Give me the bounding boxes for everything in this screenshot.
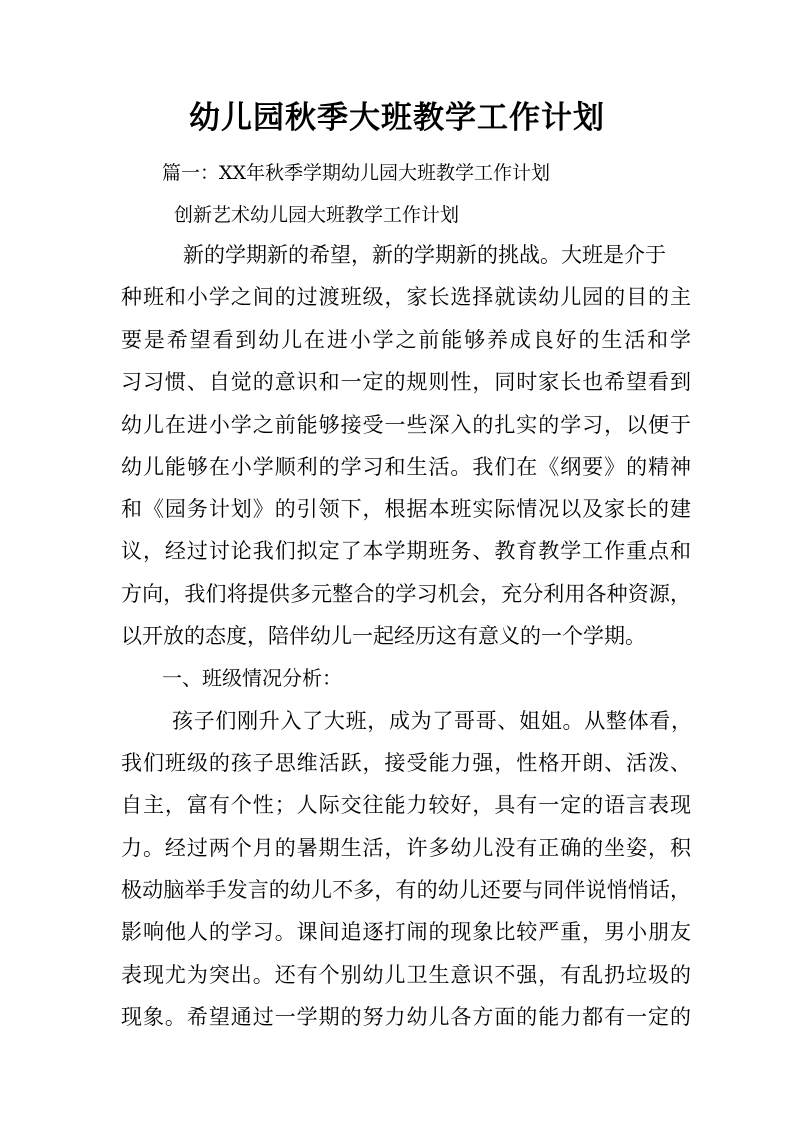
paragraph-1-line-5: 幼儿在进小学之前能够接受一些深入的扎实的学习，以便于: [121, 413, 691, 437]
document-subtitle-2: 创新艺术幼儿园大班教学工作计划: [174, 204, 460, 226]
paragraph-2-line-4: 力。经过两个月的暑期生活，许多幼儿没有正确的坐姿，积: [121, 836, 691, 860]
paragraph-2-line-8: 现象。希望通过一学期的努力幼儿各方面的能力都有一定的: [121, 1005, 691, 1029]
paragraph-1-line-9: 方向，我们将提供多元整合的学习机会，充分利用各种资源，: [121, 582, 691, 606]
document-subtitle: 篇一：XX年秋季学期幼儿园大班教学工作计划: [162, 162, 551, 184]
paragraph-1-line-7: 和《园务计划》的引领下，根据本班实际情况以及家长的建: [121, 497, 691, 521]
paragraph-1-line-6: 幼儿能够在小学顺利的学习和生活。我们在《纲要》的精神: [121, 455, 691, 479]
paragraph-1-line-3: 要是希望看到幼儿在进小学之前能够养成良好的生活和学: [121, 328, 691, 352]
paragraph-2-line-3: 自主，富有个性；人际交往能力较好，具有一定的语言表现: [121, 793, 691, 817]
paragraph-2-line-1: 孩子们刚升入了大班，成为了哥哥、姐姐。从整体看，: [172, 709, 692, 733]
paragraph-1-line-2: 种班和小学之间的过渡班级，家长选择就读幼儿园的目的主: [121, 285, 691, 309]
paragraph-1-line-10: 以开放的态度，陪伴幼儿一起经历这有意义的一个学期。: [121, 624, 646, 648]
paragraph-2-line-2: 我们班级的孩子思维活跃，接受能力强，性格开朗、活泼、: [121, 751, 691, 775]
paragraph-2-line-6: 影响他人的学习。课间追逐打闹的现象比较严重，男小朋友: [121, 920, 691, 944]
section-heading: 一、班级情况分析：: [162, 666, 342, 690]
paragraph-1-line-8: 议，经过讨论我们拟定了本学期班务、教育教学工作重点和: [121, 539, 691, 563]
document-title: 幼儿园秋季大班教学工作计划: [189, 100, 605, 136]
paragraph-2-line-7: 表现尤为突出。还有个别幼儿卫生意识不强，有乱扔垃圾的: [121, 963, 691, 987]
paragraph-1-line-1: 新的学期新的希望，新的学期新的挑战。大班是介于: [183, 243, 666, 267]
paragraph-2-line-5: 极动脑举手发言的幼儿不多，有的幼儿还要与同伴说悄悄话，: [121, 878, 691, 902]
paragraph-1-line-4: 习习惯、自觉的意识和一定的规则性，同时家长也希望看到: [121, 370, 691, 394]
